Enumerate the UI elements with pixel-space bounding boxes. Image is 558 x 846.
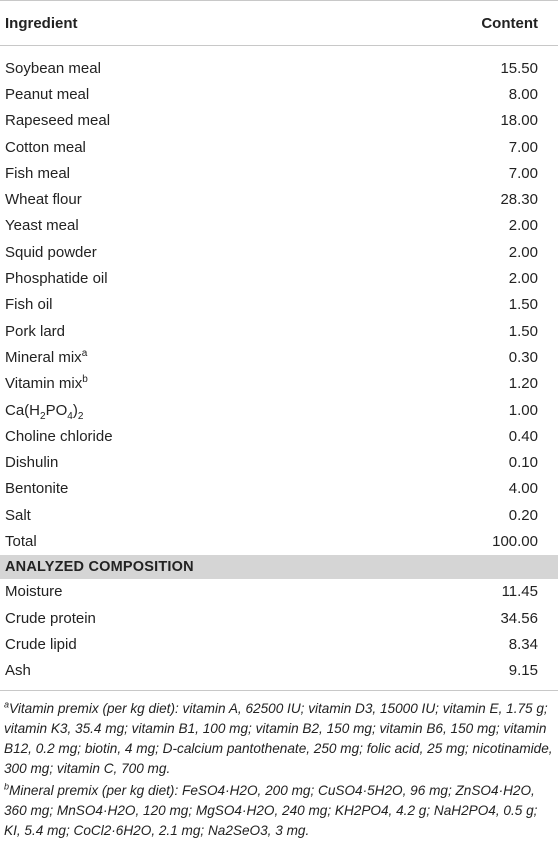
ingredient-name: Total <box>5 532 37 550</box>
ingredient-name: Peanut meal <box>5 85 90 103</box>
ingredient-name-text: Mineral mix <box>5 348 82 366</box>
table-row <box>0 502 558 528</box>
footnote-a-marker: a <box>4 699 10 710</box>
ingredient-value: 1.20 <box>508 375 538 393</box>
ingredient-value: 2.00 <box>508 243 538 261</box>
table-row <box>0 397 558 423</box>
ingredient-name <box>0 371 420 397</box>
ingredient-value: 2.00 <box>508 217 538 235</box>
table-body <box>0 46 558 691</box>
table-row <box>0 292 558 318</box>
table-row <box>0 265 558 291</box>
section-header-row <box>0 555 558 579</box>
table-footnotes <box>0 691 558 841</box>
table-row-total <box>0 528 558 554</box>
ingredient-name: Dishulin <box>5 454 59 472</box>
table-row <box>0 579 558 605</box>
footnote-marker: b <box>82 374 88 386</box>
ingredient-name: Bentonite <box>5 480 69 498</box>
ingredient-value: 1.00 <box>508 401 538 419</box>
formula-part: ) <box>72 401 78 419</box>
ingredient-name: Fish meal <box>5 164 71 182</box>
composition-name: Crude protein <box>5 609 96 627</box>
footnote-a <box>4 699 554 779</box>
table-row <box>0 239 558 265</box>
ingredient-value: 7.00 <box>508 164 538 182</box>
ingredient-value: 0.40 <box>508 427 538 445</box>
ingredient-name: Fish oil <box>5 296 53 314</box>
ingredient-value: 18.00 <box>500 112 538 130</box>
ingredient-value: 15.50 <box>500 59 538 77</box>
ingredient-column-header: Ingredient <box>5 14 78 32</box>
table-row <box>0 108 558 134</box>
table-row <box>0 476 558 502</box>
ingredient-name: Phosphatide oil <box>5 270 108 288</box>
table-row <box>0 631 558 657</box>
table-row <box>0 423 558 449</box>
formula-part: Ca(H <box>5 401 41 419</box>
ingredient-value: 100.00 <box>492 532 538 550</box>
table-row <box>0 658 558 691</box>
ingredient-name-text: Vitamin mix <box>5 375 83 393</box>
composition-name: Moisture <box>5 583 63 601</box>
table-row <box>0 81 558 107</box>
ingredient-name: Wheat flour <box>5 191 82 209</box>
table-header <box>0 1 558 46</box>
ingredient-value: 8.00 <box>508 85 538 103</box>
ingredient-value: 1.50 <box>508 322 538 340</box>
ingredient-value: 4.00 <box>508 480 538 498</box>
footnote-b <box>4 781 554 841</box>
ingredient-value: 2.00 <box>508 270 538 288</box>
ingredient-name <box>0 344 420 370</box>
ingredient-value: 28.30 <box>500 191 538 209</box>
ingredient-name <box>0 397 420 423</box>
ingredient-name: Soybean meal <box>5 59 101 77</box>
table-row <box>0 160 558 186</box>
table-row <box>0 449 558 475</box>
footnote-b-marker: b <box>4 781 10 792</box>
composition-value: 11.45 <box>501 583 538 601</box>
composition-name: Crude lipid <box>5 635 77 653</box>
formula-subscript: 2 <box>40 410 46 422</box>
table-row <box>0 46 558 82</box>
footnote-marker: a <box>81 347 88 359</box>
footnote-a-text: Vitamin premix (per kg diet): vitamin A, 62500 IU; vitamin D3, 15000 IU; vitamin E, 1.75 g; vitamin K3, 35.4 mg; vitamin B1, 100 mg; vitamin B2, 150 mg; vitamin B6, 150 mg; vitamin B12, 0.2 mg; biotin, 4 mg; D-calcium pantothenate, 250 mg; folic acid, 25 mg; nicotinamide, 300 mg; vitamin C, 700 mg. <box>4 700 553 776</box>
formula-part: PO <box>45 401 68 419</box>
ingredient-name: Choline chloride <box>5 427 113 445</box>
ingredient-value: 0.20 <box>508 506 538 524</box>
ingredient-value: 0.10 <box>508 454 538 472</box>
table-row <box>0 344 558 370</box>
composition-name: Ash <box>5 662 31 680</box>
table-row <box>0 213 558 239</box>
table-row <box>0 318 558 344</box>
formula-subscript: 4 <box>67 410 73 422</box>
table-row <box>0 134 558 160</box>
ingredient-name: Yeast meal <box>5 217 79 235</box>
ingredient-name: Squid powder <box>5 243 97 261</box>
footnote-b-text: Mineral premix (per kg diet): FeSO4·H2O, 200 mg; CuSO4·5H2O, 96 mg; ZnSO4·H2O, 360 mg; MnSO4·H2O, 120 mg; MgSO4·H2O, 240 mg; KH2PO4, 4.2 g; NaH2PO4, 0.5 g; KI, 5.4 mg; CoCl2·6H2O, 2.1 mg; Na2SeO3, 3 mg. <box>4 782 538 838</box>
ingredient-name: Rapeseed meal <box>5 112 111 130</box>
ingredient-name: Salt <box>5 506 31 524</box>
section-title: ANALYZED COMPOSITION <box>0 555 558 579</box>
ingredient-value: 1.50 <box>508 296 538 314</box>
ingredient-name: Cotton meal <box>5 138 86 156</box>
composition-value: 34.56 <box>500 609 538 627</box>
content-column-header: Content <box>481 14 538 32</box>
composition-value: 8.34 <box>508 635 538 653</box>
ingredient-value: 0.30 <box>508 348 538 366</box>
table-row <box>0 605 558 631</box>
table-row <box>0 371 558 397</box>
formula-subscript: 2 <box>77 410 84 422</box>
ingredient-value: 7.00 <box>508 138 538 156</box>
composition-value: 9.15 <box>508 662 538 680</box>
ingredient-name: Pork lard <box>5 322 66 340</box>
table-row <box>0 186 558 212</box>
